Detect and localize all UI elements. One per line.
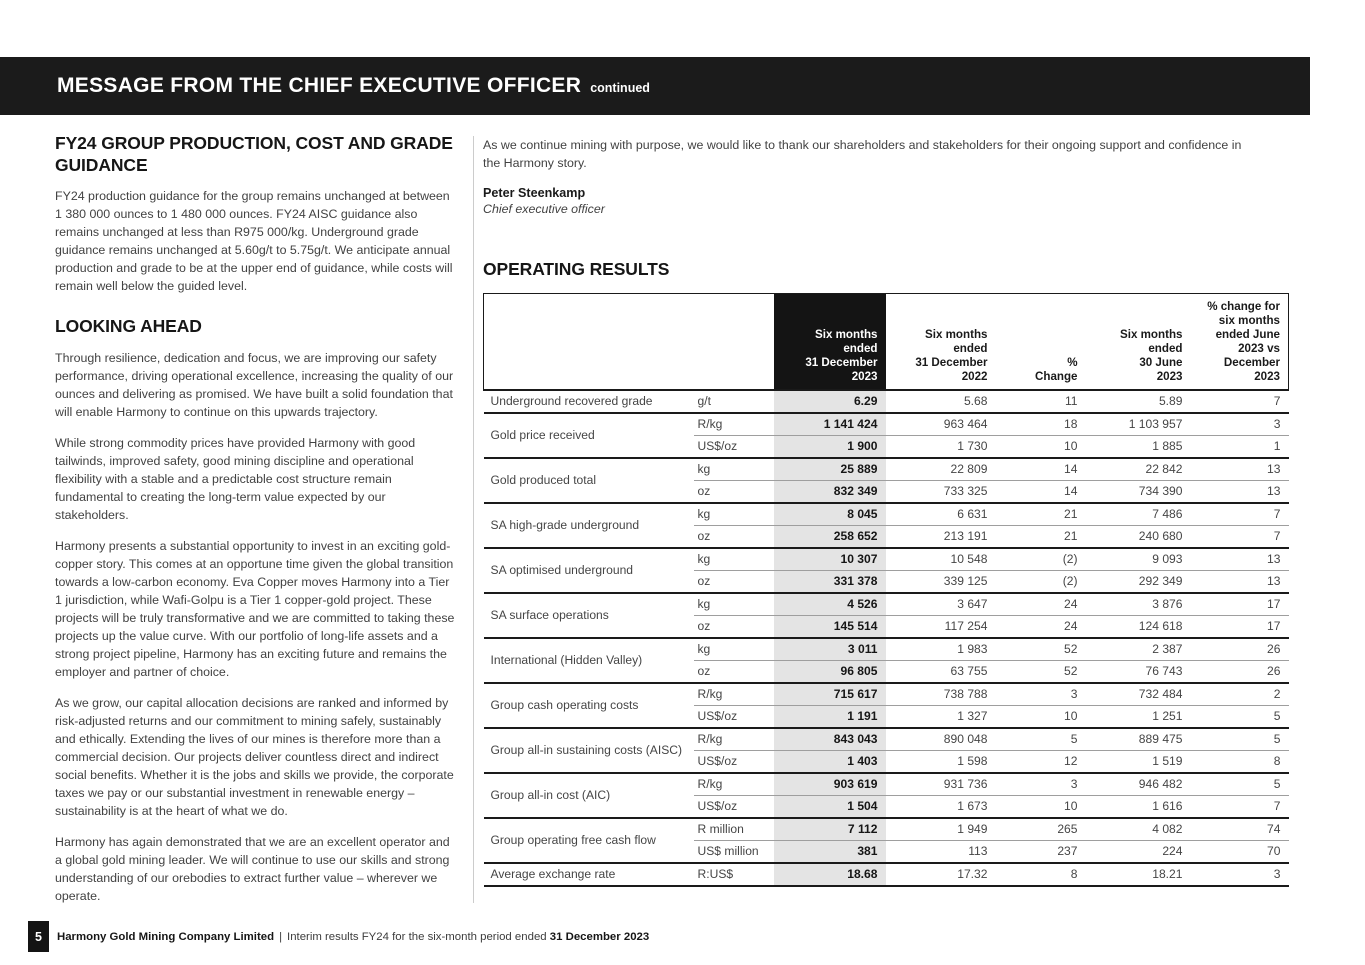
value-cell: 3 xyxy=(1191,863,1289,886)
value-cell: 931 736 xyxy=(886,773,996,796)
value-cell: 22 842 xyxy=(1086,458,1191,481)
table-row xyxy=(484,593,1289,616)
footer-description: Interim results FY24 for the six-month period ended xyxy=(287,931,547,943)
column-header-cell-0: Six months ended 31 December 2023 xyxy=(774,293,886,390)
table-row xyxy=(484,863,1289,886)
value-cell: 889 475 xyxy=(1086,728,1191,751)
table-row xyxy=(484,503,1289,526)
page-header-bar xyxy=(0,57,1310,115)
left-column xyxy=(55,133,456,918)
value-cell: 5 xyxy=(1191,773,1289,796)
value-cell: 292 349 xyxy=(1086,570,1191,593)
closing-paragraph: As we continue mining with purpose, we would like to thank our shareholders and stakeholders for their ongoing support and confidence in the Harmony story. xyxy=(483,138,1242,170)
value-cell: 76 743 xyxy=(1086,660,1191,683)
value-cell: 12 xyxy=(996,750,1086,773)
section-heading-looking-ahead: LOOKING AHEAD xyxy=(55,316,202,337)
value-cell: 5 xyxy=(1191,728,1289,751)
unit-cell: oz xyxy=(694,615,774,638)
value-cell: 117 254 xyxy=(886,615,996,638)
value-cell: 832 349 xyxy=(774,480,886,503)
value-cell: 258 652 xyxy=(774,525,886,548)
value-cell: 1 673 xyxy=(886,795,996,818)
value-cell: 5.68 xyxy=(886,390,996,413)
value-cell: 733 325 xyxy=(886,480,996,503)
value-cell: 18.68 xyxy=(774,863,886,886)
metric-name-cell: Group all-in cost (AIC) xyxy=(484,773,694,818)
value-cell: 124 618 xyxy=(1086,615,1191,638)
value-cell: 18.21 xyxy=(1086,863,1191,886)
value-cell: 1 191 xyxy=(774,705,886,728)
value-cell: 10 xyxy=(996,705,1086,728)
footer-separator: | xyxy=(279,931,283,943)
value-cell: 5.89 xyxy=(1086,390,1191,413)
value-cell: 339 125 xyxy=(886,570,996,593)
column-divider xyxy=(473,136,474,903)
unit-cell: R/kg xyxy=(694,413,774,436)
value-cell: 52 xyxy=(996,638,1086,661)
unit-cell: R million xyxy=(694,818,774,841)
value-cell: 2 387 xyxy=(1086,638,1191,661)
unit-cell: kg xyxy=(694,638,774,661)
value-cell: 6 631 xyxy=(886,503,996,526)
paragraph-looking-ahead-1: Through resilience, dedication and focus, we are improving our safety performance, driving operational excellence, increasing the quality of our ounces and delivering as promised. We have built a solid foundation that will enable Harmony to continue on this upwards trajectory. xyxy=(55,351,454,420)
unit-cell: kg xyxy=(694,593,774,616)
column-header-cell-3: Six months ended 30 June 2023 xyxy=(1086,293,1191,390)
unit-cell: oz xyxy=(694,480,774,503)
value-cell: 1 251 xyxy=(1086,705,1191,728)
signatory-name: Peter Steenkamp xyxy=(483,186,586,200)
metric-name-cell: Group operating free cash flow xyxy=(484,818,694,863)
value-cell: 17 xyxy=(1191,615,1289,638)
table-row xyxy=(484,683,1289,706)
value-cell: 265 xyxy=(996,818,1086,841)
value-cell: 13 xyxy=(1191,548,1289,571)
value-cell: 21 xyxy=(996,503,1086,526)
unit-cell: oz xyxy=(694,570,774,593)
unit-cell: kg xyxy=(694,458,774,481)
value-cell: 1 327 xyxy=(886,705,996,728)
page-title xyxy=(57,74,650,98)
paragraph-looking-ahead-5: Harmony has again demonstrated that we are an excellent operator and a global gold mining leader. We will continue to use our skills and strong understanding of our orebodies to extract further value – wherever we operate. xyxy=(55,835,450,904)
value-cell: 7 xyxy=(1191,795,1289,818)
value-cell: 1 504 xyxy=(774,795,886,818)
value-cell: 381 xyxy=(774,840,886,863)
value-cell: 113 xyxy=(886,840,996,863)
unit-cell: g/t xyxy=(694,390,774,413)
value-cell: 843 043 xyxy=(774,728,886,751)
unit-cell: US$ million xyxy=(694,840,774,863)
value-cell: 240 680 xyxy=(1086,525,1191,548)
value-cell: 10 548 xyxy=(886,548,996,571)
operating-results-table xyxy=(483,293,1289,887)
value-cell: 3 xyxy=(996,683,1086,706)
page-number-badge: 5 xyxy=(28,921,49,952)
column-header-cell-1: Six months ended 31 December 2022 xyxy=(886,293,996,390)
unit-cell: US$/oz xyxy=(694,435,774,458)
value-cell: 903 619 xyxy=(774,773,886,796)
metric-name-cell: SA optimised underground xyxy=(484,548,694,593)
value-cell: 24 xyxy=(996,593,1086,616)
value-cell: 21 xyxy=(996,525,1086,548)
value-cell: 1 403 xyxy=(774,750,886,773)
value-cell: 237 xyxy=(996,840,1086,863)
value-cell: 8 xyxy=(996,863,1086,886)
value-cell: 224 xyxy=(1086,840,1191,863)
unit-column-header xyxy=(694,293,774,390)
value-cell: 24 xyxy=(996,615,1086,638)
value-cell: 1 885 xyxy=(1086,435,1191,458)
value-cell: 3 xyxy=(996,773,1086,796)
value-cell: 26 xyxy=(1191,660,1289,683)
value-cell: 22 809 xyxy=(886,458,996,481)
metric-name-cell: SA high-grade underground xyxy=(484,503,694,548)
value-cell: 1 983 xyxy=(886,638,996,661)
value-cell: 14 xyxy=(996,480,1086,503)
table-row xyxy=(484,548,1289,571)
page-title-text: MESSAGE FROM THE CHIEF EXECUTIVE OFFICER xyxy=(57,74,582,97)
metric-name-cell: Group all-in sustaining costs (AISC) xyxy=(484,728,694,773)
unit-cell: R/kg xyxy=(694,773,774,796)
value-cell: 10 307 xyxy=(774,548,886,571)
value-cell: 890 048 xyxy=(886,728,996,751)
unit-cell: oz xyxy=(694,525,774,548)
value-cell: 70 xyxy=(1191,840,1289,863)
unit-cell: R:US$ xyxy=(694,863,774,886)
value-cell: 10 xyxy=(996,435,1086,458)
right-column xyxy=(483,136,1288,887)
value-cell: (2) xyxy=(996,548,1086,571)
value-cell: 4 526 xyxy=(774,593,886,616)
value-cell: 1 900 xyxy=(774,435,886,458)
value-cell: 1 141 424 xyxy=(774,413,886,436)
value-cell: 1 616 xyxy=(1086,795,1191,818)
value-cell: 734 390 xyxy=(1086,480,1191,503)
value-cell: 1 103 957 xyxy=(1086,413,1191,436)
page-title-continued: continued xyxy=(590,81,650,95)
value-cell: 18 xyxy=(996,413,1086,436)
table-header-row xyxy=(484,293,1289,390)
paragraph-looking-ahead-2: While strong commodity prices have provided Harmony with good tailwinds, improved safety, good mining discipline and operational flexibility with a stable and a predictable cost structure remain fundamental to creating the long-term value expected by our stakeholders. xyxy=(55,436,416,523)
footer-company: Harmony Gold Mining Company Limited xyxy=(57,931,275,943)
footer-text xyxy=(57,931,649,943)
value-cell: 3 011 xyxy=(774,638,886,661)
value-cell: 732 484 xyxy=(1086,683,1191,706)
unit-cell: R/kg xyxy=(694,728,774,751)
value-cell: 7 486 xyxy=(1086,503,1191,526)
value-cell: 1 730 xyxy=(886,435,996,458)
column-header-cell-4: % change for six months ended June 2023 vs December 2023 xyxy=(1191,293,1289,390)
table-row xyxy=(484,728,1289,751)
table-row xyxy=(484,413,1289,436)
value-cell: 13 xyxy=(1191,458,1289,481)
table-row xyxy=(484,638,1289,661)
unit-cell: US$/oz xyxy=(694,750,774,773)
value-cell: 2 xyxy=(1191,683,1289,706)
column-header-cell-2: % Change xyxy=(996,293,1086,390)
value-cell: 74 xyxy=(1191,818,1289,841)
value-cell: 8 045 xyxy=(774,503,886,526)
value-cell: 17 xyxy=(1191,593,1289,616)
value-cell: 1 519 xyxy=(1086,750,1191,773)
unit-cell: kg xyxy=(694,503,774,526)
metric-column-header xyxy=(484,293,694,390)
value-cell: 8 xyxy=(1191,750,1289,773)
value-cell: 25 889 xyxy=(774,458,886,481)
paragraph-looking-ahead-3: Harmony presents a substantial opportunity to invest in an exciting gold-copper story. This comes at an opportune time given the global transition towards a low-carbon economy. Eva Copper moves Harmony into a Tier 1 jurisdiction, while Wafi-Golpu is a Tier 1 copper-gold project. These projects will be truly transformative and we are committed to taking these projects up the value curve. With our portfolio of long-life assets and a strong project pipeline, Harmony has an exciting future and remains the employer and partner of choice. xyxy=(55,539,455,680)
table-row xyxy=(484,458,1289,481)
paragraph-looking-ahead-4: As we grow, our capital allocation decisions are ranked and informed by risk-adjusted returns and our commitment to mining safely, sustainably and ethically. Extending the lives of our mines is therefore more than a commercial decision. Our projects deliver countless direct and indirect social benefits. Whether it is the jobs and skills we provide, the corporate taxes we pay or our substantial investment in renewable energy – sustainability is at the heart of what we do. xyxy=(55,696,454,819)
value-cell: 1 xyxy=(1191,435,1289,458)
table-row xyxy=(484,390,1289,413)
metric-name-cell: SA surface operations xyxy=(484,593,694,638)
value-cell: 963 464 xyxy=(886,413,996,436)
value-cell: 6.29 xyxy=(774,390,886,413)
table-row xyxy=(484,818,1289,841)
value-cell: 17.32 xyxy=(886,863,996,886)
value-cell: 9 093 xyxy=(1086,548,1191,571)
metric-name-cell: Underground recovered grade xyxy=(484,390,694,413)
value-cell: 145 514 xyxy=(774,615,886,638)
value-cell: 213 191 xyxy=(886,525,996,548)
value-cell: 52 xyxy=(996,660,1086,683)
value-cell: 3 876 xyxy=(1086,593,1191,616)
value-cell: 7 xyxy=(1191,525,1289,548)
metric-name-cell: Average exchange rate xyxy=(484,863,694,886)
metric-name-cell: Group cash operating costs xyxy=(484,683,694,728)
value-cell: 13 xyxy=(1191,480,1289,503)
value-cell: 10 xyxy=(996,795,1086,818)
value-cell: 5 xyxy=(996,728,1086,751)
signatory-title: Chief executive officer xyxy=(483,202,605,216)
footer-date: 31 December 2023 xyxy=(549,931,650,943)
operating-results-heading: OPERATING RESULTS xyxy=(483,259,670,279)
value-cell: 3 xyxy=(1191,413,1289,436)
value-cell: 7 xyxy=(1191,503,1289,526)
value-cell: 7 xyxy=(1191,390,1289,413)
value-cell: 946 482 xyxy=(1086,773,1191,796)
metric-name-cell: Gold produced total xyxy=(484,458,694,503)
value-cell: 7 112 xyxy=(774,818,886,841)
unit-cell: US$/oz xyxy=(694,795,774,818)
paragraph-guidance: FY24 production guidance for the group remains unchanged at between 1 380 000 ounces to 1 480 000 ounces. FY24 AISC guidance also remains unchanged at less than R975 000/kg. Underground grade guidance remains unchanged at 5.60g/t to 5.75g/t. We anticipate annual production and grade to be at the upper end of guidance, while costs will remain well below the guided level. xyxy=(55,189,453,294)
unit-cell: US$/oz xyxy=(694,705,774,728)
value-cell: 13 xyxy=(1191,570,1289,593)
value-cell: 11 xyxy=(996,390,1086,413)
value-cell: 738 788 xyxy=(886,683,996,706)
unit-cell: R/kg xyxy=(694,683,774,706)
value-cell: 1 949 xyxy=(886,818,996,841)
unit-cell: kg xyxy=(694,548,774,571)
metric-name-cell: International (Hidden Valley) xyxy=(484,638,694,683)
value-cell: 715 617 xyxy=(774,683,886,706)
value-cell: 4 082 xyxy=(1086,818,1191,841)
table-row xyxy=(484,773,1289,796)
metric-name-cell: Gold price received xyxy=(484,413,694,458)
value-cell: 1 598 xyxy=(886,750,996,773)
unit-cell: oz xyxy=(694,660,774,683)
section-heading-guidance: FY24 GROUP PRODUCTION, COST AND GRADE GUIDANCE xyxy=(55,133,453,175)
value-cell: 5 xyxy=(1191,705,1289,728)
value-cell: 3 647 xyxy=(886,593,996,616)
value-cell: 96 805 xyxy=(774,660,886,683)
value-cell: 331 378 xyxy=(774,570,886,593)
value-cell: 26 xyxy=(1191,638,1289,661)
value-cell: 14 xyxy=(996,458,1086,481)
value-cell: 63 755 xyxy=(886,660,996,683)
value-cell: (2) xyxy=(996,570,1086,593)
